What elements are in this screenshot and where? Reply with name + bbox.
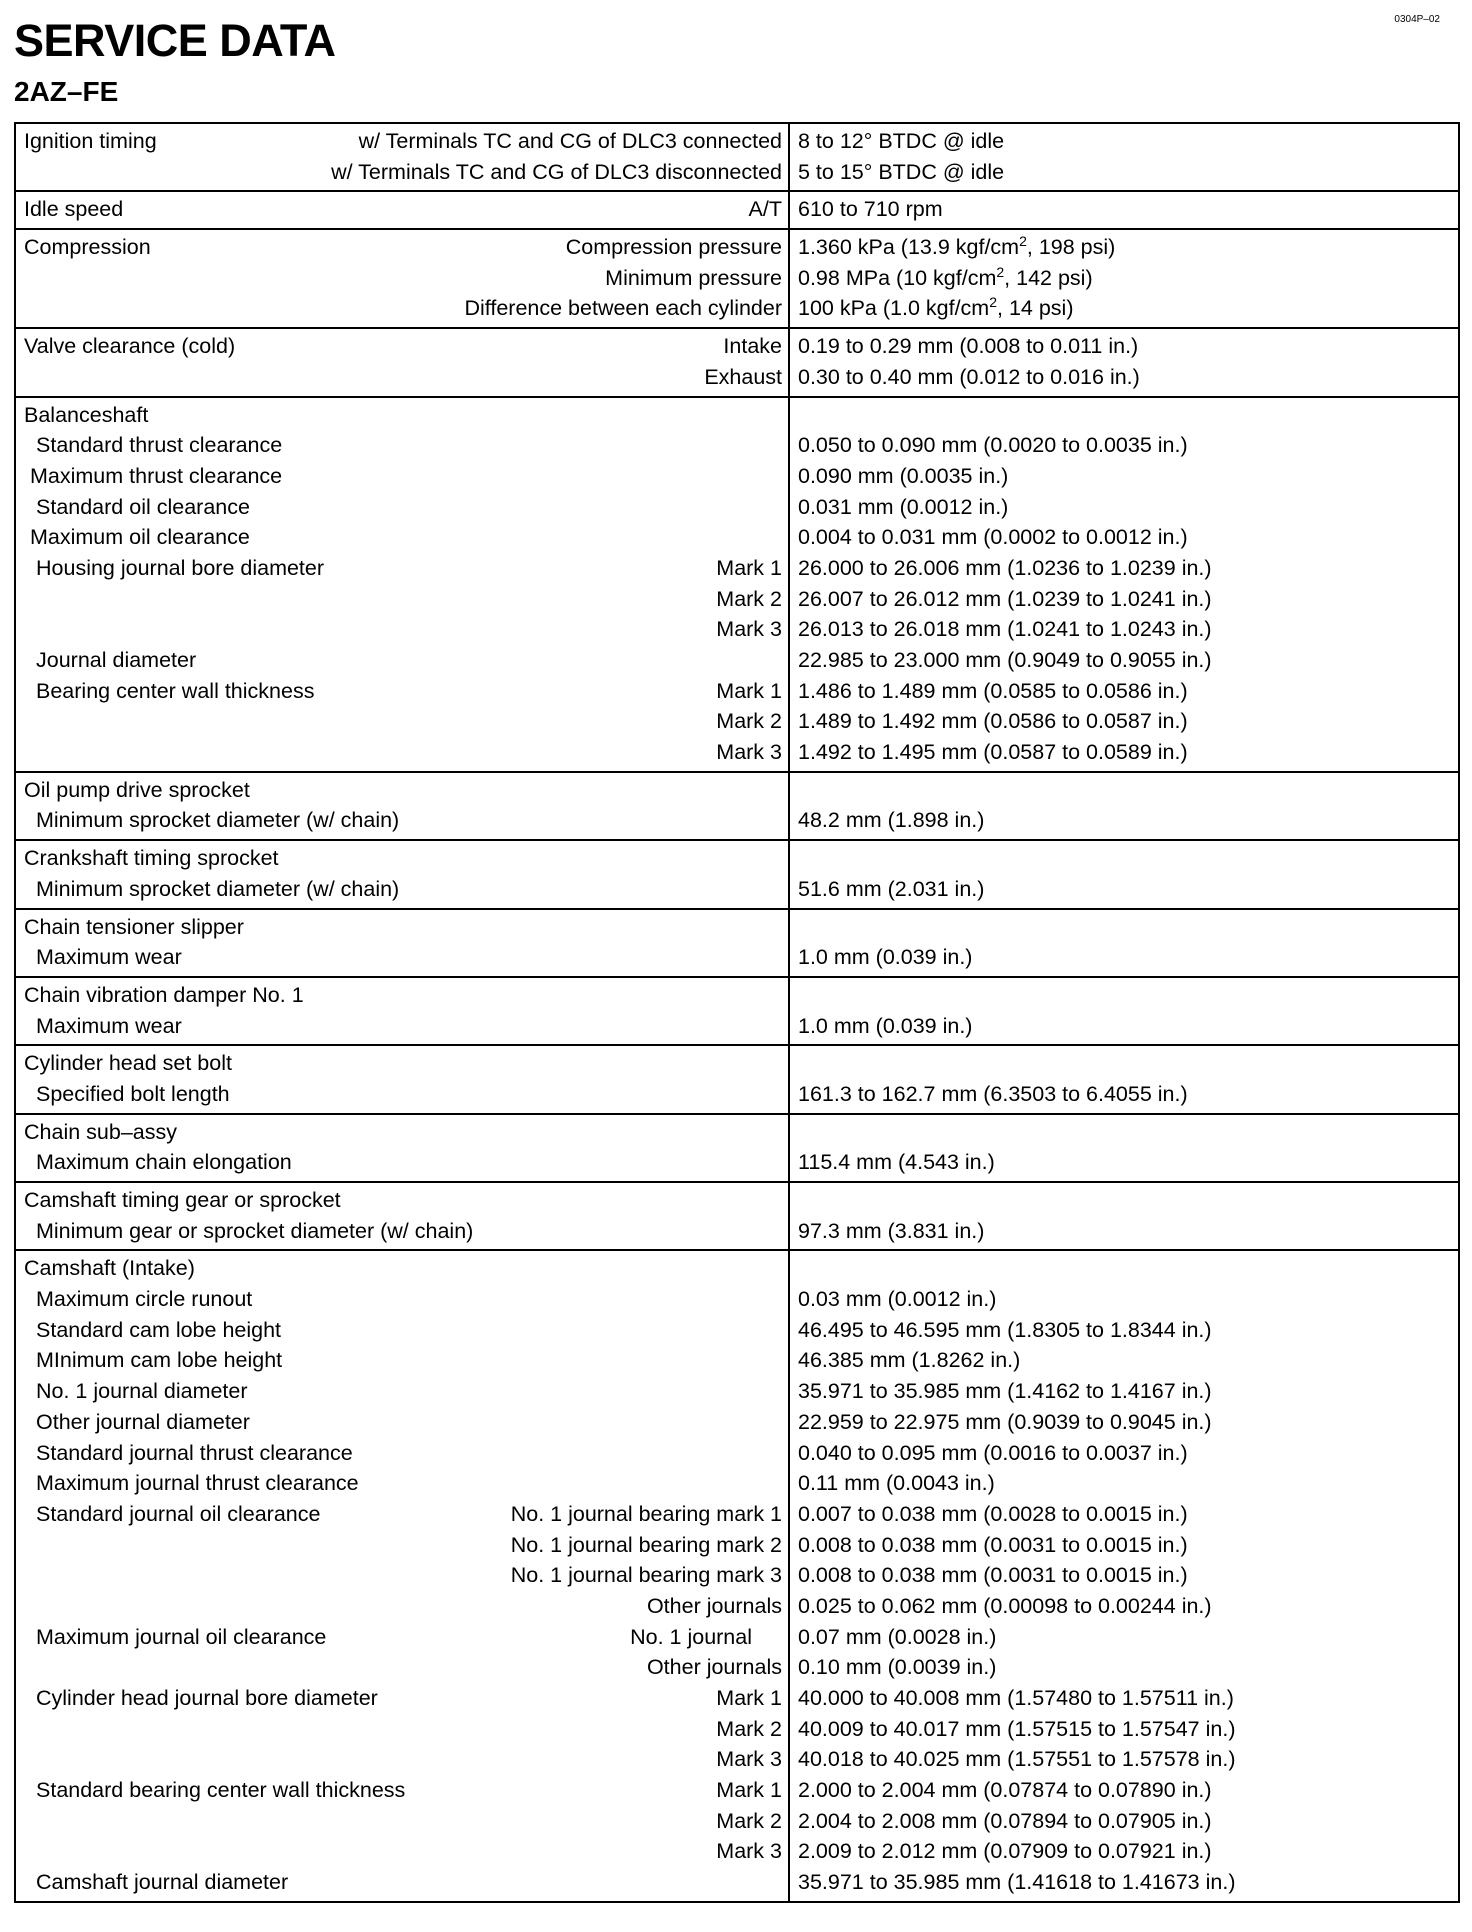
spec-condition: Mark 3 [716,740,782,765]
engine-code: 2AZ–FE [14,76,119,107]
spec-value: 35.971 to 35.985 mm (1.41618 to 1.41673 in.) [798,1870,1236,1895]
spec-value-cell [789,397,1459,772]
spec-value: 0.11 mm (0.0043 in.) [798,1471,995,1496]
spec-item: Standard journal thrust clearance [36,1440,353,1465]
spec-value: 0.07 mm (0.0028 in.) [798,1624,997,1649]
spec-condition: Mark 1 [716,555,782,580]
spec-value: 0.007 to 0.038 mm (0.0028 to 0.0015 in.) [798,1501,1188,1526]
spec-condition: Mark 1 [716,678,782,703]
spec-value: 1.360 kPa (13.9 kgf/$cm^2$, 198 psi) [798,233,1116,260]
row-camshaft-gear [15,1182,1459,1250]
spec-value: 35.971 to 35.985 mm (1.4162 to 1.4167 in.) [798,1379,1212,1404]
spec-value: 26.007 to 26.012 mm (1.0239 to 1.0241 in.) [798,586,1212,611]
row-chain-sub-assy [15,1114,1459,1182]
spec-label: Valve clearance (cold) [24,334,236,359]
spec-value: 2.000 to 2.004 mm (0.07874 to 0.07890 in.) [798,1778,1212,1803]
spec-item: Cylinder head journal bore diameter [36,1686,378,1710]
spec-value: 48.2 mm (1.898 in.) [798,808,985,833]
spec-condition: Mark 2 [716,709,782,734]
spec-item: Maximum circle runout [36,1287,253,1312]
row-ignition-timing [15,123,1459,191]
spec-value: 0.98 MPa (10 kgf/$cm^2$, 142 psi) [798,263,1093,290]
spec-label: Camshaft timing gear or sprocket [24,1188,341,1212]
spec-item: Maximum wear [36,945,182,970]
spec-value-cell [789,977,1459,1045]
spec-value: 1.0 mm (0.039 in.) [798,1013,973,1038]
spec-condition: Mark 2 [716,586,782,611]
row-oil-pump-sprocket [15,772,1459,840]
spec-value: 100 kPa (1.0 kgf/$cm^2$, 14 psi) [798,294,1074,321]
page-code: 0304P–02 [1394,14,1440,25]
spec-value-cell [789,840,1459,908]
spec-label: Idle speed [24,197,124,222]
spec-label-cell [15,1250,789,1901]
spec-value: 0.19 to 0.29 mm (0.008 to 0.011 in.) [798,334,1139,359]
spec-item: No. 1 journal diameter [36,1379,248,1404]
spec-label-cell [15,909,789,977]
spec-value-cell [789,1182,1459,1250]
superscript: 2 [989,294,997,311]
row-balanceshaft [15,397,1459,772]
spec-value-cell [789,229,1459,328]
spec-label-cell [15,1045,789,1113]
spec-label: Chain tensioner slipper [24,914,244,939]
spec-value: 46.495 to 46.595 mm (1.8305 to 1.8344 in.) [798,1317,1212,1342]
spec-value-cell [789,909,1459,977]
spec-label-cell [15,397,789,772]
spec-condition: No. 1 journal bearing mark 2 [510,1532,782,1557]
spec-item: Standard bearing center wall thickness [36,1778,406,1803]
spec-label-cell [15,123,789,191]
row-idle-speed [15,191,1459,229]
spec-value: 0.031 mm (0.0012 in.) [798,494,1009,519]
spec-value: 26.013 to 26.018 mm (1.0241 to 1.0243 in.) [798,617,1212,642]
spec-value: 0.30 to 0.40 mm (0.012 to 0.016 in.) [798,364,1140,389]
spec-item: Standard oil clearance [36,494,250,519]
spec-value-cell [789,772,1459,840]
spec-value: 22.985 to 23.000 mm (0.9049 to 0.9055 in.) [798,648,1212,672]
spec-value: 1.486 to 1.489 mm (0.0585 to 0.0586 in.) [798,678,1188,703]
spec-label: Compression [24,235,151,260]
spec-value: 40.018 to 40.025 mm (1.57551 to 1.57578 in.) [798,1747,1236,1772]
spec-item: Maximum journal thrust clearance [36,1471,359,1496]
spec-condition: Exhaust [704,364,782,389]
spec-item: Bearing center wall thickness [36,678,315,703]
spec-value: 46.385 mm (1.8262 in.) [798,1348,1021,1373]
spec-value: 40.009 to 40.017 mm (1.57515 to 1.57547 in.) [798,1716,1236,1741]
spec-condition: A/T [748,197,782,222]
spec-value: 0.008 to 0.038 mm (0.0031 to 0.0015 in.) [798,1563,1188,1588]
spec-item: Minimum sprocket diameter (w/ chain) [36,808,400,833]
spec-condition: Mark 3 [716,617,782,642]
spec-condition: Minimum pressure [605,265,782,290]
spec-condition: Other journals [646,1593,782,1618]
spec-condition: Mark 2 [716,1716,782,1741]
spec-label: Chain sub–assy [24,1119,177,1144]
spec-item: Specified bolt length [36,1081,230,1106]
spec-condition: Mark 3 [716,1839,782,1864]
spec-item: MInimum cam lobe height [36,1348,283,1373]
row-head-set-bolt [15,1045,1459,1113]
spec-value: 1.0 mm (0.039 in.) [798,945,973,970]
spec-value: 26.000 to 26.006 mm (1.0236 to 1.0239 in.) [798,555,1212,580]
spec-value: 22.959 to 22.975 mm (0.9039 to 0.9045 in.) [798,1409,1212,1434]
spec-condition: Compression pressure [565,235,782,260]
spec-value: 1.492 to 1.495 mm (0.0587 to 0.0589 in.) [798,740,1188,765]
spec-value: 40.000 to 40.008 mm (1.57480 to 1.57511 in.) [798,1686,1234,1710]
spec-label-cell [15,229,789,328]
row-valve-clearance [15,328,1459,396]
spec-label-cell [15,1182,789,1250]
spec-label: Crankshaft timing sprocket [24,846,279,871]
spec-item: Camshaft journal diameter [36,1870,289,1895]
spec-value: 115.4 mm (4.543 in.) [798,1150,995,1175]
spec-item: Maximum thrust clearance [30,463,283,488]
row-crankshaft-sprocket [15,840,1459,908]
spec-value-cell [789,191,1459,229]
row-chain-tensioner [15,909,1459,977]
spec-condition: Difference between each cylinder [464,296,782,321]
spec-condition: Mark 1 [716,1778,782,1803]
spec-value: 51.6 mm (2.031 in.) [798,876,985,901]
spec-condition: Other journals [646,1655,782,1680]
superscript: 2 [996,263,1005,280]
spec-item: Maximum oil clearance [30,525,250,550]
spec-condition: Intake [723,334,782,359]
spec-value: 0.025 to 0.062 mm (0.00098 to 0.00244 in.) [798,1593,1212,1618]
spec-value: 0.040 to 0.095 mm (0.0016 to 0.0037 in.) [798,1440,1188,1465]
spec-condition: w/ Terminals TC and CG of DLC3 disconnected [331,159,782,184]
superscript: 2 [1019,233,1027,250]
spec-label: Chain vibration damper No. 1 [24,982,304,1007]
spec-label-cell [15,191,789,229]
spec-label: Oil pump drive sprocket [24,777,250,802]
spec-label-cell [15,772,789,840]
spec-value: 0.008 to 0.038 mm (0.0031 to 0.0015 in.) [798,1532,1188,1557]
spec-item: Standard cam lobe height [36,1317,282,1342]
spec-item: Other journal diameter [36,1409,250,1434]
spec-value: 0.004 to 0.031 mm (0.0002 to 0.0012 in.) [798,525,1188,550]
spec-value: 2.009 to 2.012 mm (0.07909 to 0.07921 in.) [798,1839,1212,1864]
spec-value: 0.10 mm (0.0039 in.) [798,1655,997,1680]
spec-condition: No. 1 journal [630,1624,752,1649]
spec-value: 610 to 710 rpm [798,197,943,222]
spec-value-cell [789,1045,1459,1113]
spec-item: Maximum wear [36,1013,182,1038]
spec-condition: w/ Terminals TC and CG of DLC3 connected [358,129,782,153]
spec-value: 0.03 mm (0.0012 in.) [798,1287,997,1312]
spec-value: 161.3 to 162.7 mm (6.3503 to 6.4055 in.) [798,1081,1188,1106]
spec-value: 0.050 to 0.090 mm (0.0020 to 0.0035 in.) [798,433,1188,458]
spec-value: 97.3 mm (3.831 in.) [798,1218,985,1243]
spec-label-cell [15,977,789,1045]
spec-item: Standard journal oil clearance [36,1501,321,1526]
spec-value: 0.090 mm (0.0035 in.) [798,463,1009,488]
spec-value-cell [789,123,1459,191]
row-chain-damper [15,977,1459,1045]
spec-item: Maximum chain elongation [36,1150,292,1175]
spec-value-cell [789,328,1459,396]
service-data-table [14,122,1460,1903]
spec-label: Balanceshaft [24,402,149,427]
spec-condition: No. 1 journal bearing mark 1 [510,1501,782,1526]
spec-label-cell [15,840,789,908]
spec-value-cell [789,1114,1459,1182]
spec-condition: No. 1 journal bearing mark 3 [510,1563,782,1588]
spec-condition: Mark 1 [716,1686,782,1710]
spec-value: 2.004 to 2.008 mm (0.07894 to 0.07905 in.) [798,1808,1212,1833]
spec-condition: Mark 2 [716,1808,782,1833]
spec-label-cell [15,1114,789,1182]
spec-condition: Mark 3 [716,1747,782,1772]
spec-value: 5 to 15° BTDC @ idle [798,159,1005,184]
spec-label: Camshaft (Intake) [24,1256,195,1281]
spec-value: 8 to 12° BTDC @ idle [798,129,1005,153]
spec-item: Housing journal bore diameter [36,555,325,580]
spec-item: Journal diameter [36,648,197,672]
spec-value-cell [789,1250,1459,1901]
row-camshaft-intake [15,1250,1459,1901]
spec-label: Cylinder head set bolt [24,1051,232,1076]
page-title: SERVICE DATA [14,15,336,66]
spec-label: Ignition timing [24,129,157,153]
spec-item: Minimum gear or sprocket diameter (w/ chain) [36,1218,474,1243]
spec-value: 1.489 to 1.492 mm (0.0586 to 0.0587 in.) [798,709,1188,734]
spec-item: Maximum journal oil clearance [36,1624,327,1649]
spec-item: Standard thrust clearance [36,433,283,458]
spec-label-cell [15,328,789,396]
spec-item: Minimum sprocket diameter (w/ chain) [36,876,400,901]
row-compression [15,229,1459,328]
